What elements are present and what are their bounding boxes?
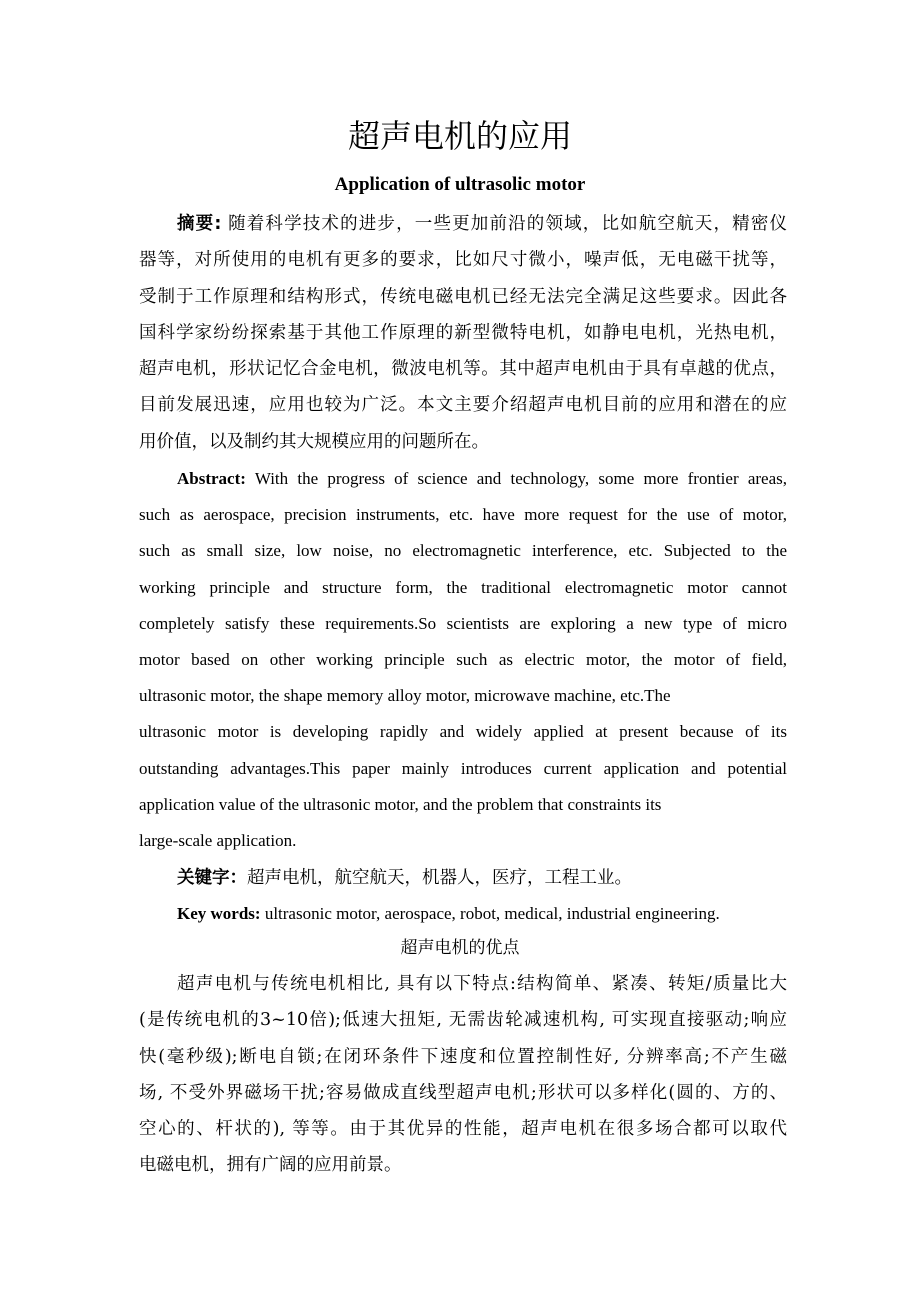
abstract-chinese-line: 目前发展迅速，应用也较为广泛。本文主要介绍超声电机目前的应用和潜在的应	[139, 395, 787, 416]
section-body	[139, 966, 787, 1184]
section-body-line: 电磁电机，拥有广阔的应用前景。	[139, 1155, 402, 1176]
abstract-chinese-label: 摘要:	[177, 214, 222, 234]
keywords-chinese-label: 关键字：	[177, 868, 247, 888]
section-body-line: 快(毫秒级);断电自锁;在闭环条件下速度和位置控制性好, 分辨率高;不产生磁	[139, 1046, 787, 1067]
keywords-english-label: Key words:	[177, 904, 261, 923]
abstract-english	[139, 461, 787, 859]
section-body-line: 超声电机与传统电机相比, 具有以下特点:结构简单、紧凑、转矩/质量比大	[177, 974, 787, 994]
abstract-english-line: completely satisfy these requirements.So scientists are exploring a new type of micro	[139, 613, 787, 633]
section-body-line: 空心的、杆状的), 等等。由于其优异的性能，超声电机在很多场合都可以取代	[139, 1119, 787, 1140]
section-body-line: (是传统电机的3~10倍);低速大扭矩, 无需齿轮减速机构, 可实现直接驱动;响应	[139, 1010, 787, 1031]
abstract-english-line: ultrasonic motor is developing rapidly and widely applied at present because of its	[139, 722, 787, 742]
page-title: 超声电机的应用	[347, 117, 572, 155]
keywords-english	[139, 896, 787, 932]
abstract-english-line: Abstract: With the progress of science and technology, some more frontier areas,	[177, 469, 787, 488]
abstract-english-line: such as aerospace, precision instruments, etc. have more request for the use of motor,	[139, 505, 787, 525]
keywords-chinese	[139, 860, 787, 896]
abstract-english-line: working principle and structure form, the traditional electromagnetic motor cannot	[139, 577, 787, 597]
keywords-chinese-text: 超声电机，航空航天，机器人，医疗，工程工业。	[247, 868, 632, 888]
abstract-english-line: ultrasonic motor, the shape memory alloy motor, microwave machine, etc.The	[139, 686, 671, 706]
keywords-english-text: ultrasonic motor, aerospace, robot, medical, industrial engineering.	[264, 904, 720, 923]
abstract-english-label: Abstract:	[177, 469, 246, 488]
abstract-chinese-line: 器等，对所使用的电机有更多的要求，比如尺寸微小，噪声低，无电磁干扰等，	[139, 250, 787, 271]
abstract-english-line: outstanding advantages.This paper mainly introduces current application and potential	[139, 758, 787, 778]
abstract-english-line: large-scale application.	[139, 831, 297, 851]
abstract-chinese-line: 超声电机，形状记忆合金电机，微波电机等。其中超声电机由于具有卓越的优点，	[139, 359, 787, 380]
abstract-english-line: such as small size, low noise, no electromagnetic interference, etc. Subjected to the	[139, 541, 787, 561]
page-subtitle-english: Application of ultrasolic motor	[334, 174, 586, 195]
abstract-english-line: application value of the ultrasonic motor, and the problem that constraints its	[139, 794, 662, 814]
abstract-chinese-line: 用价值，以及制约其大规模应用的问题所在。	[139, 431, 489, 452]
abstract-chinese-line: 受制于工作原理和结构形式，传统电磁电机已经无法完全满足这些要求。因此各	[139, 286, 787, 307]
section-body-line: 场, 不受外界磁场干扰;容易做成直线型超声电机;形状可以多样化(圆的、方的、	[139, 1082, 787, 1103]
abstract-chinese-line: 摘要: 随着科学技术的进步，一些更加前沿的领域，比如航空航天，精密仪	[177, 214, 787, 234]
abstract-chinese-line: 国科学家纷纷探索基于其他工作原理的新型微特电机，如静电电机，光热电机，	[139, 322, 787, 343]
abstract-english-line: motor based on other working principle such as electric motor, the motor of field,	[139, 650, 787, 670]
section-heading: 超声电机的优点	[400, 938, 520, 958]
abstract-chinese	[139, 206, 787, 460]
